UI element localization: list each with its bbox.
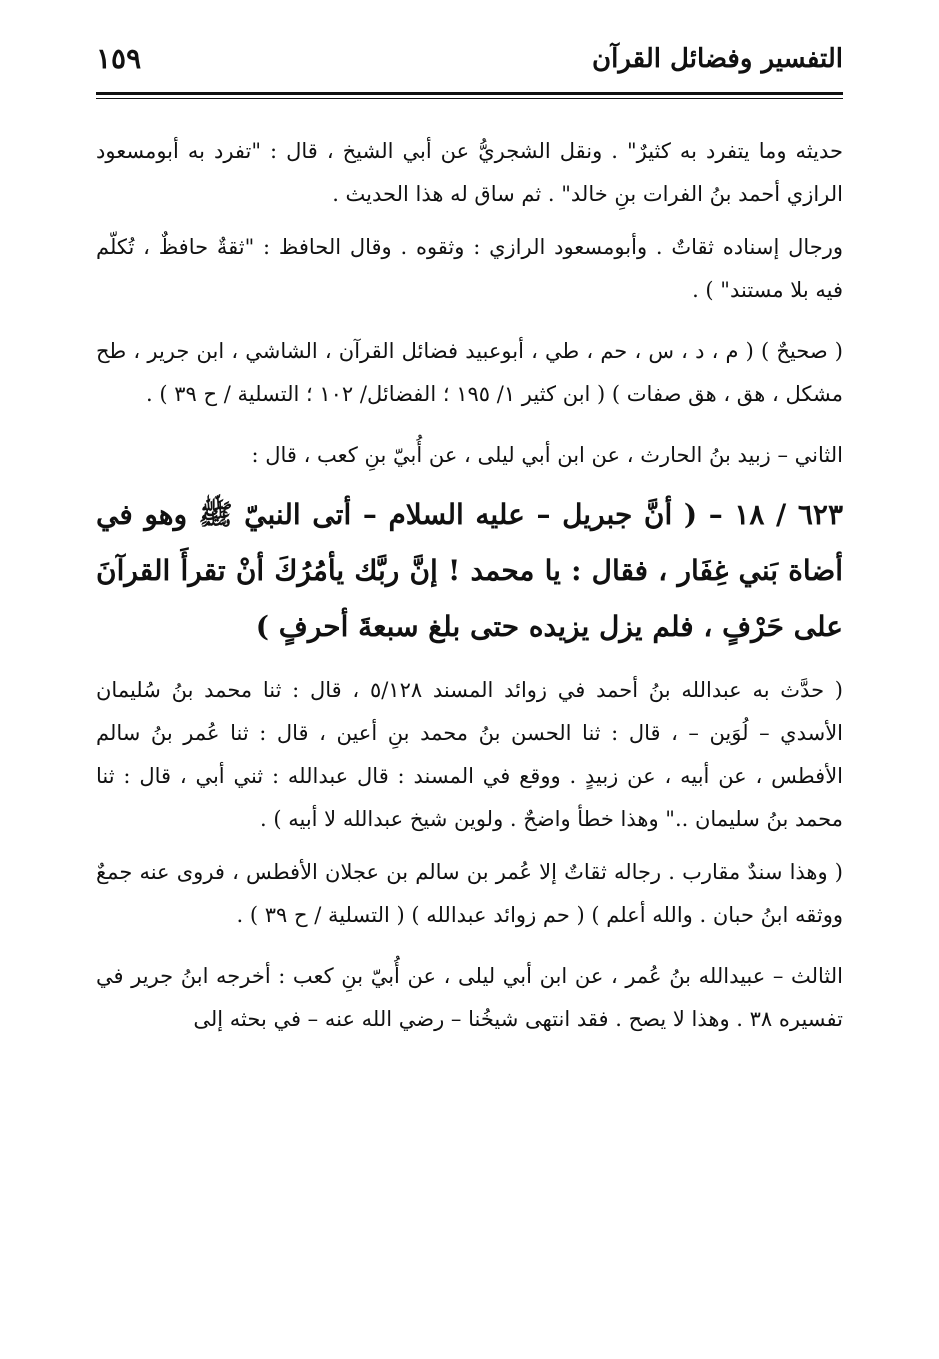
paragraph-grading-sources: ( صحيحٌ ) ( م ، د ، س ، حم ، طي ، أبوعبيد فضائل القرآن ، الشاشي ، ابن جرير ، طح مشكل ، هق ، هق صفات ) ( ابن كثير ١/ ١٩٥ ؛ الفضائل/ ١٠٢ ؛ التسلية / ح ٣٩ ) .	[96, 339, 843, 406]
paragraph-transmitter-note: حديثه وما يتفرد به كثيرٌ" . ونقل الشجريُّ عن أبي الشيخ ، قال : "تفرد به أبومسعود الرازي أحمد بنُ الفرات بنِ خالد" . ثم ساق له هذا الحديث .	[96, 139, 843, 206]
page-number: ١٥٩	[96, 42, 142, 75]
header-rule-thin	[96, 98, 843, 99]
header-rule-thick	[96, 92, 843, 95]
paragraph-chain-assessment: ( وهذا سندٌ مقارب . رجاله ثقاتٌ إلا عُمر بن سالم بن عجلان الأفطس ، فروى عنه جمعٌ ووثقه ابنُ حبان . والله أعلم ) ( حم زوائد عبدالله ) ( التسلية / ح ٣٩ ) .	[96, 860, 843, 927]
paragraph-narrators-assessment: ورجال إسناده ثقاتٌ . وأبومسعود الرازي : وثقوه . وقال الحافظ : "ثقةٌ حافظٌ ، تُكلّم فيه بلا مستند" ) .	[96, 235, 843, 302]
running-title: التفسير وفضائل القرآن	[592, 44, 843, 74]
hadith-text: ٦٢٣ / ١٨ – ( أنَّ جبريل – عليه السلام – أتى النبيّ ﷺ وهو في أضاة بَني غِفَار ، فقال : يا محمد ! إنَّ ربَّك يأمُرُكَ أنْ تقرأَ القرآنَ على حَرْفٍ ، فلم يزل يزيده حتى بلغ سبعةَ أحرفٍ )	[96, 498, 843, 643]
paragraph-isnad-details: ( حدَّث به عبدالله بنُ أحمد في زوائد المسند ٥/١٢٨ ، قال : ثنا محمد بنُ سُليمان الأسدي – لُوَين – ، قال : ثنا الحسن بنُ محمد بنِ أعين ، قال : ثنا عُمر بنُ سالم الأفطس ، عن أبيه ، عن زبيدٍ . ووقع في المسند : قال عبدالله : ثني أبي ، قال : ثنا محمد بنُ سليمان .." وهذا خطأ واضحٌ . ولوين شيخ عبدالله لا أبيه ) .	[96, 678, 844, 831]
page-body	[96, 130, 843, 1051]
paragraph-third-chain: الثالث – عبيدالله بنُ عُمر ، عن ابن أبي ليلى ، عن أُبيّ بنِ كعب : أخرجه ابنُ جرير في تفسيره ٣٨ . وهذا لا يصح . فقد انتهى شيخُنا – رضي الله عنه – في بحثه إلى	[96, 964, 843, 1031]
paragraph-second-chain-intro: الثاني – زبيد بنُ الحارث ، عن ابن أبي ليلى ، عن أُبيّ بنِ كعب ، قال :	[251, 443, 843, 467]
page-header	[96, 38, 843, 86]
